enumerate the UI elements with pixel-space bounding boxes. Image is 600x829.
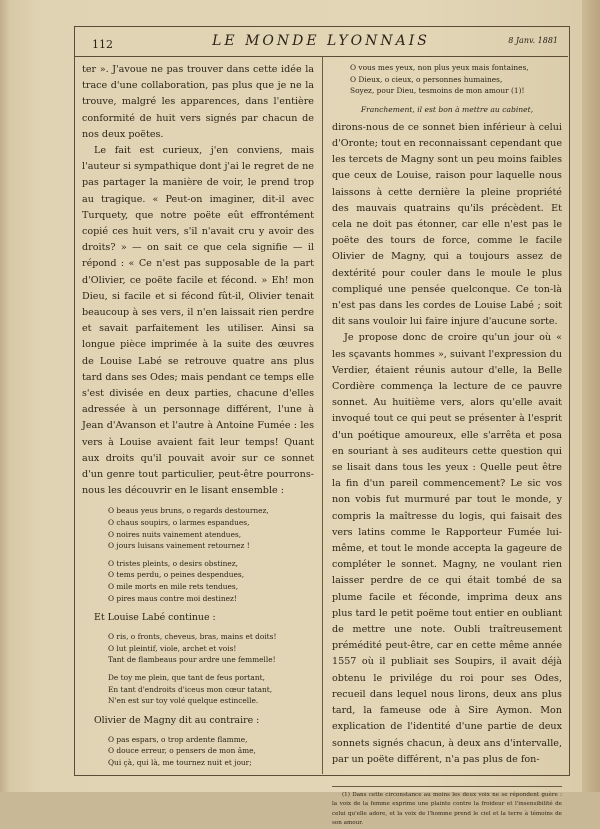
verse-line: O tristes pleints, o desirs obstinez, (108, 558, 239, 568)
paragraph: Je propose donc de croire qu'un jour où « les sçavants hommes », suivant l'expression du Verdier, étaient réunis autour d'elle, la Belle Cordière commença la lecture de ce pauvre sonnet. Au huitième vers, alors qu'elle avait invoqué tout ce qui peut se présenter à l'esprit d'un poétique amoureux, elle s'arrêta et posa en souriant à ses auditeurs cette question qui se lisait dans tous les yeux : Quelle peut être la fin d'un pareil commencement? Le sic vos non vobis fut murmuré par tout le monde, y compris la maîtresse du logis, qui faisait des vers latins comme le Rapporteur Fumée lui-même, et tout le monde accepta la gageure de compléter le sonnet. Magny, ne voulant rien laisser perdre de ce qui était tombé de sa plume facile et féconde, imprima deux ans plus tard le petit poëme tout entier en oubliant de mettre une note. Oubli traîtreusement prémédité peut-être, car en cette même année 1557 où il publiait ses Soupirs, il avait déjà obtenu le privilége du roi pour ses Odes, recueil dans lequel nous lirons, deux ans plus tard, la fameuse ode à Sire Aymon. Mon explication de l'identité d'une partie de deux sonnets signés chacun, à deux ans d'intervalle, par un poëte différent, n'a pas plus de fon- (332, 332, 562, 765)
paragraph: ter ». J'avoue ne pas trouver dans cette idée la trace d'une collaboration, pas plus que je ne la trouve, malgré les apparences, dans l'entière conformité de huit vers signés par chacun de nos deux poëtes. (82, 64, 314, 140)
verse-line: O tems perdu, o peines despendues, (108, 570, 245, 580)
verse-line: N'en est sur toy volé quelque estincelle. (108, 696, 259, 706)
left-column (82, 62, 314, 775)
verse-line: Soyez, pour Dieu, tesmoins de mon amour (1)! (350, 86, 525, 96)
verse-intro: Et Louise Labé continue : (94, 612, 216, 624)
issue-date: 8 Janv. 1881 (508, 36, 558, 45)
right-column (332, 62, 562, 829)
verse-stanza (108, 505, 314, 604)
footnote (332, 791, 562, 829)
page-number: 112 (92, 38, 113, 51)
verse-line: O jours luisans vainement retournez ! (108, 541, 250, 551)
verse-line: O beaus yeus bruns, o regards destournez, (108, 506, 269, 516)
verse-line: O pas espars, o trop ardente flamme, (108, 734, 248, 744)
paragraph: Le fait est curieux, j'en conviens, mais l'auteur si sympathique dont j'ai le regret de ne pas partager la manière de voir, le prend trop au tragique. « Peut-on imaginer, dit-il avec Turquety, que notre poëte eût effrontément copié ces huit vers, s'il n'avait cru y avoir des droits? » — on sait ce que cela signifie — il répond : « Ce n'est pas supposable de la part d'Olivier, ce poëte facile et fécond. » Eh! mon Dieu, si facile et si fécond fût-il, Olivier tenait beaucoup à ses vers, il n'en laissait rien perdre et savait parfaitement les utiliser. Ainsi sa longue pièce imprimée à la suite des œuvres de Louise Labé se retrouve quatre ans plus tard dans ses Odes; mais pendant ce temps elle s'est divisée en deux parties, chacune d'elles adressée à un personnage différent, l'une à Jean d'Avanson et l'autre à Antoine Fumée : les vers à Louise avaient fait leur temps! Quant aux droits qu'il pouvait avoir sur ce sonnet d'un genre tout particulier, peut-être pourrons-nous les découvrir en le lisant ensemble : (82, 145, 314, 497)
verse-line: O Dieux, o cieux, o personnes humaines, (350, 74, 503, 84)
verse-line: O vous mes yeux, non plus yeux mais fontaines, (350, 63, 529, 72)
column-divider (322, 56, 323, 774)
paragraph: dirons-nous de ce sonnet bien inférieur à celui d'Oronte; tout en reconnaissant cependant que les tercets de Magny sont un peu moins faibles que ceux de Louise, raison pour laquelle nous laissons à cette dernière la pleine propriété des mauvais quatrains qu'ils précèdent. Et cela ne doit pas étonner, car elle n'est pas le poëte des tours de force, comme le facile Olivier de Magny, qui a toujours assez de dextérité pour couler dans le moule le plus compliqué une pensée quelconque. Ce ton-là n'est pas dans les cordes de Louise Labé ; soit dit sans vouloir lui faire injure d'aucune sorte. (332, 121, 562, 328)
verse-line: Qui çà, qui là, me tournez nuit et jour; (108, 757, 252, 767)
verse-line: O chaus soupirs, o larmes espandues, (108, 518, 250, 528)
page-edge (582, 0, 600, 792)
verse-line: O lut pleintif, viole, archet et vois! (108, 643, 237, 653)
verse-stanza (350, 62, 562, 97)
header-rule (74, 56, 568, 57)
verse-line: En tant d'endroits d'iceus mon cœur tatant, (108, 684, 273, 694)
quotation-line: Franchement, il est bon à mettre au cabinet, (360, 104, 534, 114)
verse-line: De toy me plein, que tant de feus portant, (108, 673, 265, 683)
verse-stanza (108, 734, 314, 769)
verse-line: O noires nuits vainement atendues, (108, 529, 242, 539)
verse-line: O ris, o fronts, cheveus, bras, mains et doits! (108, 632, 277, 642)
verse-line: O pires maus contre moi destinez! (108, 593, 237, 603)
verse-intro: Olivier de Magny dit au contraire : (94, 714, 260, 726)
verse-line: Tant de flambeaus pour ardre une femmelle! (108, 655, 276, 665)
footnote-text: (1) Dans cette circonstance au moins les deux voix ne se répondent guère : la voix de la femme exprime une plainte contre la froideur et l'insensibilité de celui qu'elle adore, et la voix de l'homme prend le ciel et la terre à témoins de son amour. (332, 791, 562, 827)
journal-title: LE MONDE LYONNAIS (212, 33, 430, 49)
verse-line: O mile morts en mile rets tendues, (108, 582, 239, 592)
footnote-rule (332, 786, 562, 787)
verse-stanza (108, 631, 314, 707)
page-header (74, 30, 568, 54)
verse-line: O douce erreur, o pensers de mon âme, (108, 746, 256, 756)
